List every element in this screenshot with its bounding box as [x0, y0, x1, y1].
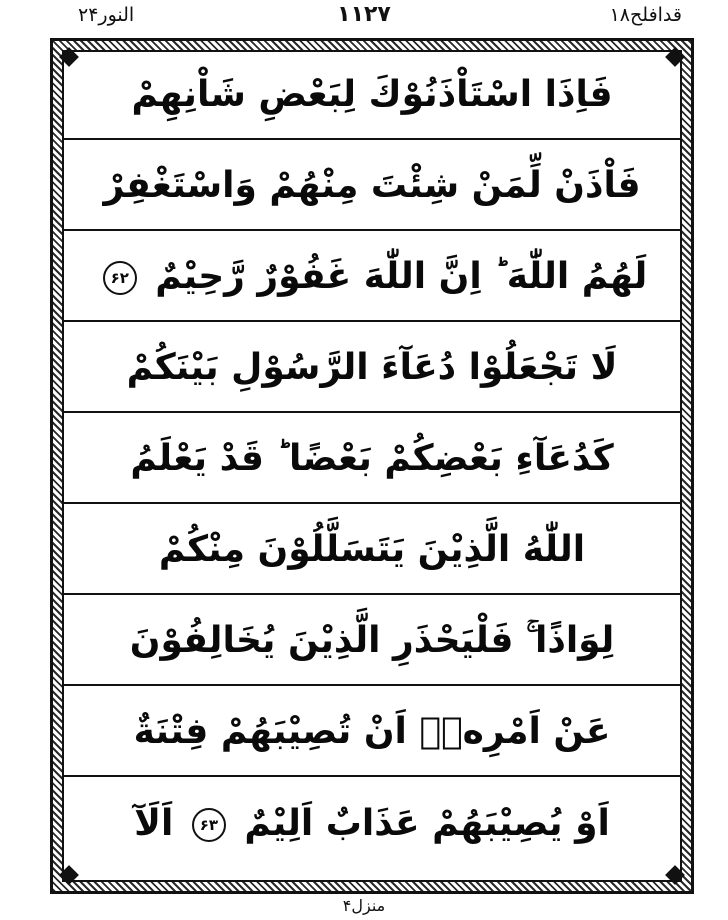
- verse-line: [64, 325, 680, 413]
- page-border-frame: [50, 38, 694, 894]
- verse-text: اللّٰهُ الَّذِيْنَ يَتَسَلَّلُوْنَ مِنْكُمْ: [158, 529, 586, 570]
- juz-name: قدافلح۱۸: [609, 4, 682, 26]
- verse-line: [64, 143, 680, 231]
- verse-text: [134, 803, 610, 844]
- verse-line: [64, 598, 680, 686]
- verse-line: [64, 234, 680, 322]
- surah-name: النور۲۴: [78, 4, 135, 26]
- verse-text: لَا تَجْعَلُوْا دُعَآءَ الرَّسُوْلِ بَيْنَكُمْ: [126, 347, 618, 388]
- verse-line: [64, 780, 680, 868]
- verse-line: [64, 507, 680, 595]
- ayah-number-marker: ۶۲: [103, 261, 137, 295]
- verse-line: [64, 416, 680, 504]
- verse-text: لِوَاذًا ۚ فَلْيَحْذَرِ الَّذِيْنَ يُخَالِفُوْنَ: [129, 620, 615, 661]
- verse-text: فَاْذَنْ لِّمَنْ شِئْتَ مِنْهُمْ وَاسْتَغْفِرْ: [103, 165, 641, 206]
- text-area: [62, 50, 682, 882]
- manzil-footer: منزل۴: [342, 896, 386, 915]
- verse-text: كَدُعَآءِ بَعْضِكُمْ بَعْضًا ؕ قَدْ يَعْلَمُ: [130, 438, 614, 479]
- verse-text: [97, 256, 648, 297]
- verse-lines: [64, 52, 680, 880]
- verse-segment: اَوْ يُصِيْبَهُمْ عَذَابٌ اَلِيْمٌ: [244, 803, 610, 844]
- verse-segment: لَهُمُ اللّٰهَ ؕ اِنَّ اللّٰهَ غَفُوْرٌ رَّحِيْمٌ: [155, 256, 648, 297]
- page-header: [0, 0, 728, 36]
- verse-text: فَاِذَا اسْتَاْذَنُوْكَ لِبَعْضِ شَاْنِهِمْ: [131, 74, 613, 115]
- verse-line: [64, 689, 680, 777]
- ayah-number-marker: ۶۳: [192, 808, 226, 842]
- page-number: ۱۱۲۷: [337, 2, 391, 27]
- verse-line: [64, 52, 680, 140]
- verse-text: عَنْ اَمْرِهٖۤ اَنْ تُصِيْبَهُمْ فِتْنَةٌ: [133, 711, 611, 752]
- verse-segment-trailing: اَلَآ: [134, 803, 174, 844]
